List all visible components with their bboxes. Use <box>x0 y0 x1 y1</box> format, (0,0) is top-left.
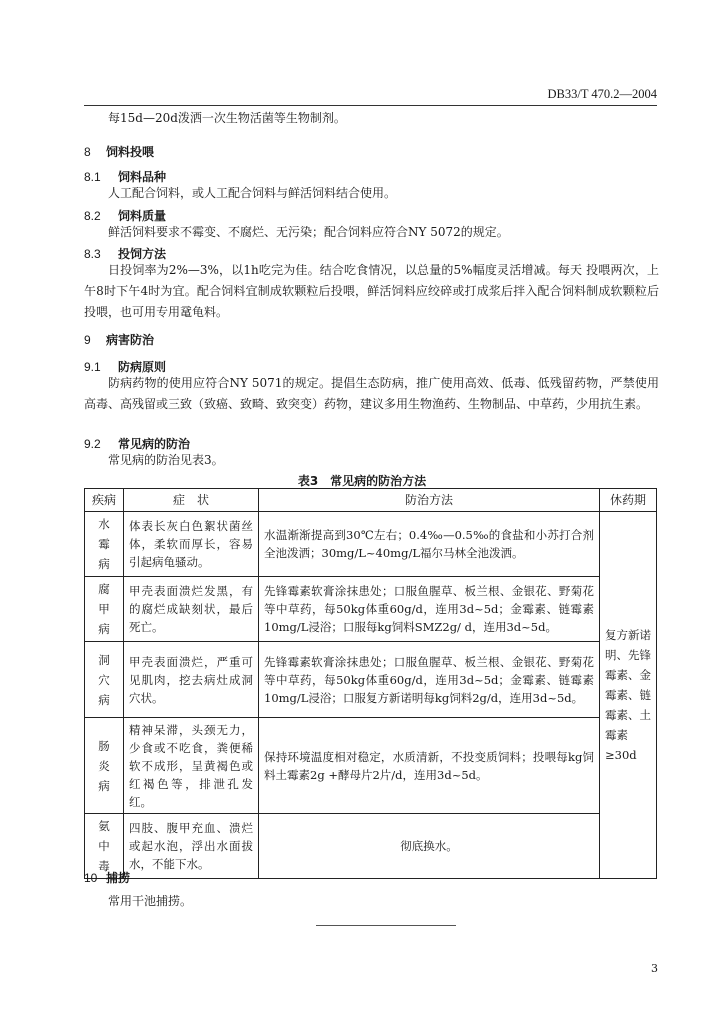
section-10-body: 常用干池捕捞。 <box>108 894 193 908</box>
section-8-3-body: 日投饲率为2%—3%，以1h吃完为佳。结合吃食情况，以总量的5%幅度灵活增减。每天 投喂两次，上午8时下午4时为宜。配合饲料宜制成软颗粒后投喂，鲜活饲料应绞碎或打成浆后拌入配合饲料制成软颗粒后投喂，也可用专用鼋龟料。 <box>84 263 659 319</box>
table-caption: 表3 常见病的防治方法 <box>297 474 427 488</box>
symptom-cell: 四肢、腹甲充血、溃烂或起水泡，浮出水面拔水，不能下水。 <box>124 814 259 879</box>
header-symptom: 症 状 <box>124 489 259 512</box>
section-number: 9.2 <box>84 437 101 451</box>
method-cell: 彻底换水。 <box>259 814 600 879</box>
header-rule <box>84 105 657 106</box>
section-number: 8.1 <box>84 170 101 184</box>
table-row <box>85 814 657 879</box>
page-number: 3 <box>651 962 658 975</box>
section-title: 投饲方法 <box>118 247 167 261</box>
disease-name: 腐 甲 病 <box>85 577 124 642</box>
section-8-heading <box>84 143 154 160</box>
section-title: 饲料质量 <box>118 209 167 223</box>
section-9-heading <box>84 331 154 348</box>
section-title: 常见病的防治 <box>118 437 191 451</box>
disease-name: 洞 穴 病 <box>85 642 124 718</box>
section-number: 9.1 <box>84 360 101 374</box>
table-row <box>85 512 657 577</box>
section-title: 病害防治 <box>106 333 155 347</box>
disease-name: 氨 中 毒 <box>85 814 124 879</box>
symptom-cell: 精神呆滞，头颈无力，少食或不吃食，粪便稀软不成形，呈黄褐色或红褐色等，排泄孔发红。 <box>124 718 259 814</box>
table-row <box>85 718 657 814</box>
section-title: 捕捞 <box>106 871 131 885</box>
header-method: 防治方法 <box>259 489 600 512</box>
section-number: 8.2 <box>84 209 101 223</box>
intro-paragraph: 每15d—20d泼洒一次生物活菌等生物制剂。 <box>108 111 346 125</box>
section-8-1-body: 人工配合饲料，或人工配合饲料与鲜活饲料结合使用。 <box>108 186 397 200</box>
section-number: 8 <box>84 145 91 159</box>
method-cell: 先锋霉素软膏涂抹患处；口服鱼腥草、板兰根、金银花、野菊花等中草药，每50kg体重60g/d，连用3d~5d；金霉素、链霉素10mg/L浸浴；口服每kg饲料SMZ2g/ d，连用3d~5d。 <box>259 577 600 642</box>
section-8-2-body: 鲜活饲料要求不霉变、不腐烂、无污染；配合饲料应符合NY 5072的规定。 <box>108 225 509 239</box>
header-disease: 疾病 <box>85 489 124 512</box>
rest-period-cell: 复方新诺明、先锋霉素、金霉素、链 霉素、土霉素≥30d <box>600 512 657 879</box>
section-number: 10 <box>84 871 98 885</box>
disease-table <box>84 488 663 879</box>
header-rest-period: 休药期 <box>600 489 657 512</box>
section-10-heading <box>84 869 130 886</box>
table-header-row <box>85 489 657 512</box>
standard-code: DB33/T 470.2—2004 <box>547 87 657 101</box>
section-number: 8.3 <box>84 247 101 261</box>
section-title: 防病原则 <box>118 360 167 374</box>
end-rule <box>316 925 456 926</box>
section-9-2-body: 常见病的防治见表3。 <box>108 453 224 467</box>
symptom-cell: 甲壳表面溃烂发黑，有的腐烂成缺刻状，最后死亡。 <box>124 577 259 642</box>
method-cell: 先锋霉素软膏涂抹患处；口服鱼腥草、板兰根、金银花、野菊花等中草药，每50kg体重60g/d，连用3d~5d；金霉素、链霉素10mg/L浸浴；口服复方新诺明每kg饲料2g/d，连用3d~5d。 <box>259 642 600 718</box>
disease-name: 肠 炎 病 <box>85 718 124 814</box>
section-9-1-body: 防病药物的使用应符合NY 5071的规定。提倡生态防病，推广使用高效、低毒、低残留药物，严禁使用高毒、高残留或三致（致癌、致畸、致突变）药物，建议多用生物渔药、生物制品、中草药，少用抗生素。 <box>84 376 659 411</box>
disease-name: 水 霉 病 <box>85 512 124 577</box>
method-cell: 保持环境温度相对稳定，水质清新，不投变质饲料；投喂每kg饲料土霉素2g +酵母片2片/d，连用3d~5d。 <box>259 718 600 814</box>
symptom-cell: 体表长灰白色絮状菌丝体，柔软而厚长，容易引起病龟骚动。 <box>124 512 259 577</box>
method-cell: 水温渐渐提高到30℃左右；0.4‰—0.5‰的食盐和小苏打合剂全池泼洒；30mg/L~40mg/L福尔马林全池泼洒。 <box>259 512 600 577</box>
symptom-cell: 甲壳表面溃烂，严重可见肌肉，挖去病灶成洞穴状。 <box>124 642 259 718</box>
section-title: 饲料投喂 <box>106 145 155 159</box>
section-number: 9 <box>84 333 91 347</box>
section-title: 饲料品种 <box>118 170 167 184</box>
table-row <box>85 577 657 642</box>
table-row <box>85 642 657 718</box>
